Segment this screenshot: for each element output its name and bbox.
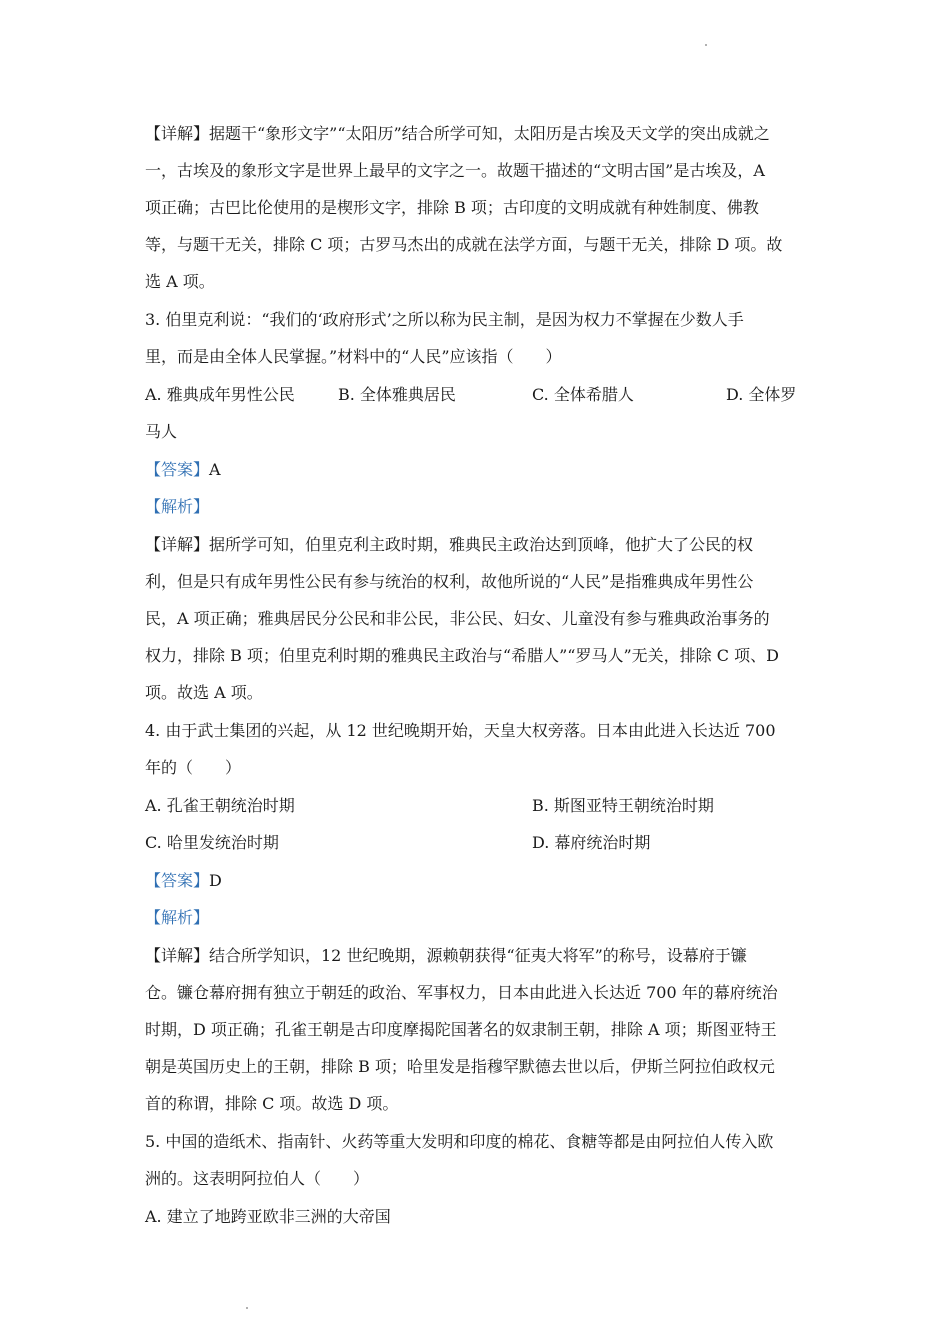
q4-option-b: B. 斯图亚特王朝统治时期 [532, 796, 714, 815]
q2-detail-line: 【详解】据题干“象形文字”“太阳历”结合所学可知，太阳历是古埃及天文学的突出成就之 [145, 124, 770, 143]
q2-detail-line: 一，古埃及的象形文字是世界上最早的文字之一。故题干描述的“文明古国”是古埃及，A [145, 161, 765, 180]
q4-analysis-tag [145, 908, 209, 928]
q2-detail-line: 选 A 项。 [145, 272, 215, 291]
q3-detail-line: 【详解】据所学可知，伯里克利主政时期，雅典民主政治达到顶峰，他扩大了公民的权 [145, 535, 754, 554]
q4-answer [145, 871, 222, 891]
q3-option-a: A. 雅典成年男性公民 [145, 385, 295, 404]
q2-detail-line: 项正确；古巴比伦使用的是楔形文字，排除 B 项；古印度的文明成就有种姓制度、佛教 [145, 198, 759, 217]
q3-option-b: B. 全体雅典居民 [338, 385, 456, 404]
q5-stem-line: 洲的。这表明阿拉伯人（ ） [145, 1169, 370, 1188]
q4-detail-line: 首的称谓，排除 C 项。故选 D 项。 [145, 1094, 399, 1113]
q3-option-d: D. 全体罗 [726, 385, 797, 404]
q3-detail-line: 民，A 项正确；雅典居民分公民和非公民，非公民、妇女、儿童没有参与雅典政治事务的 [145, 609, 770, 628]
answer-tag: 【答案】 [145, 460, 210, 479]
q3-detail-line: 权力，排除 B 项；伯里克利时期的雅典民主政治与“希腊人”“罗马人”无关，排除 C 项、D [145, 646, 779, 665]
analysis-tag: 【解析】 [145, 497, 210, 516]
q3-stem-line: 里，而是由全体人民掌握。”材料中的“人民”应该指（ ） [145, 347, 562, 366]
q5-option-a: A. 建立了地跨亚欧非三洲的大帝国 [145, 1207, 391, 1226]
q3-option-wrap: 马人 [145, 422, 178, 441]
q4-stem-line: 年的（ ） [145, 758, 242, 777]
q3-option-c: C. 全体希腊人 [532, 385, 634, 404]
analysis-tag: 【解析】 [145, 908, 210, 927]
q4-option-d: D. 幕府统治时期 [532, 833, 651, 852]
scan-dot [246, 1307, 248, 1309]
answer-tag: 【答案】 [145, 871, 210, 890]
q3-stem-line: 3. 伯里克利说：“我们的‘政府形式’之所以称为民主制，是因为权力不掌握在少数人手 [145, 310, 744, 329]
q4-option-c: C. 哈里发统治时期 [145, 833, 279, 852]
q4-detail-line: 【详解】结合所学知识，12 世纪晚期，源赖朝获得“征夷大将军”的称号，设幕府于镰 [145, 946, 747, 965]
answer-value: A [209, 460, 221, 479]
q3-answer [145, 460, 221, 480]
q3-analysis-tag [145, 497, 209, 517]
q5-stem-line: 5. 中国的造纸术、指南针、火药等重大发明和印度的棉花、食糖等都是由阿拉伯人传入欧 [145, 1132, 774, 1151]
q4-option-a: A. 孔雀王朝统治时期 [145, 796, 295, 815]
q4-stem-line: 4. 由于武士集团的兴起，从 12 世纪晚期开始，天皇大权旁落。日本由此进入长达近 700 [145, 721, 776, 740]
q4-detail-line: 朝是英国历史上的王朝，排除 B 项；哈里发是指穆罕默德去世以后，伊斯兰阿拉伯政权元 [145, 1057, 775, 1076]
q3-detail-line: 利，但是只有成年男性公民有参与统治的权利，故他所说的“人民”是指雅典成年男性公 [145, 572, 754, 591]
scan-dot [705, 44, 707, 46]
q3-detail-line: 项。故选 A 项。 [145, 683, 263, 702]
q4-detail-line: 时期，D 项正确；孔雀王朝是古印度摩揭陀国著名的奴隶制王朝，排除 A 项；斯图亚特王 [145, 1020, 777, 1039]
q4-detail-line: 仓。镰仓幕府拥有独立于朝廷的政治、军事权力，日本由此进入长达近 700 年的幕府统治 [145, 983, 778, 1002]
q2-detail-line: 等，与题干无关，排除 C 项；古罗马杰出的成就在法学方面，与题干无关，排除 D 项。故 [145, 235, 783, 254]
answer-value: D [209, 871, 222, 890]
